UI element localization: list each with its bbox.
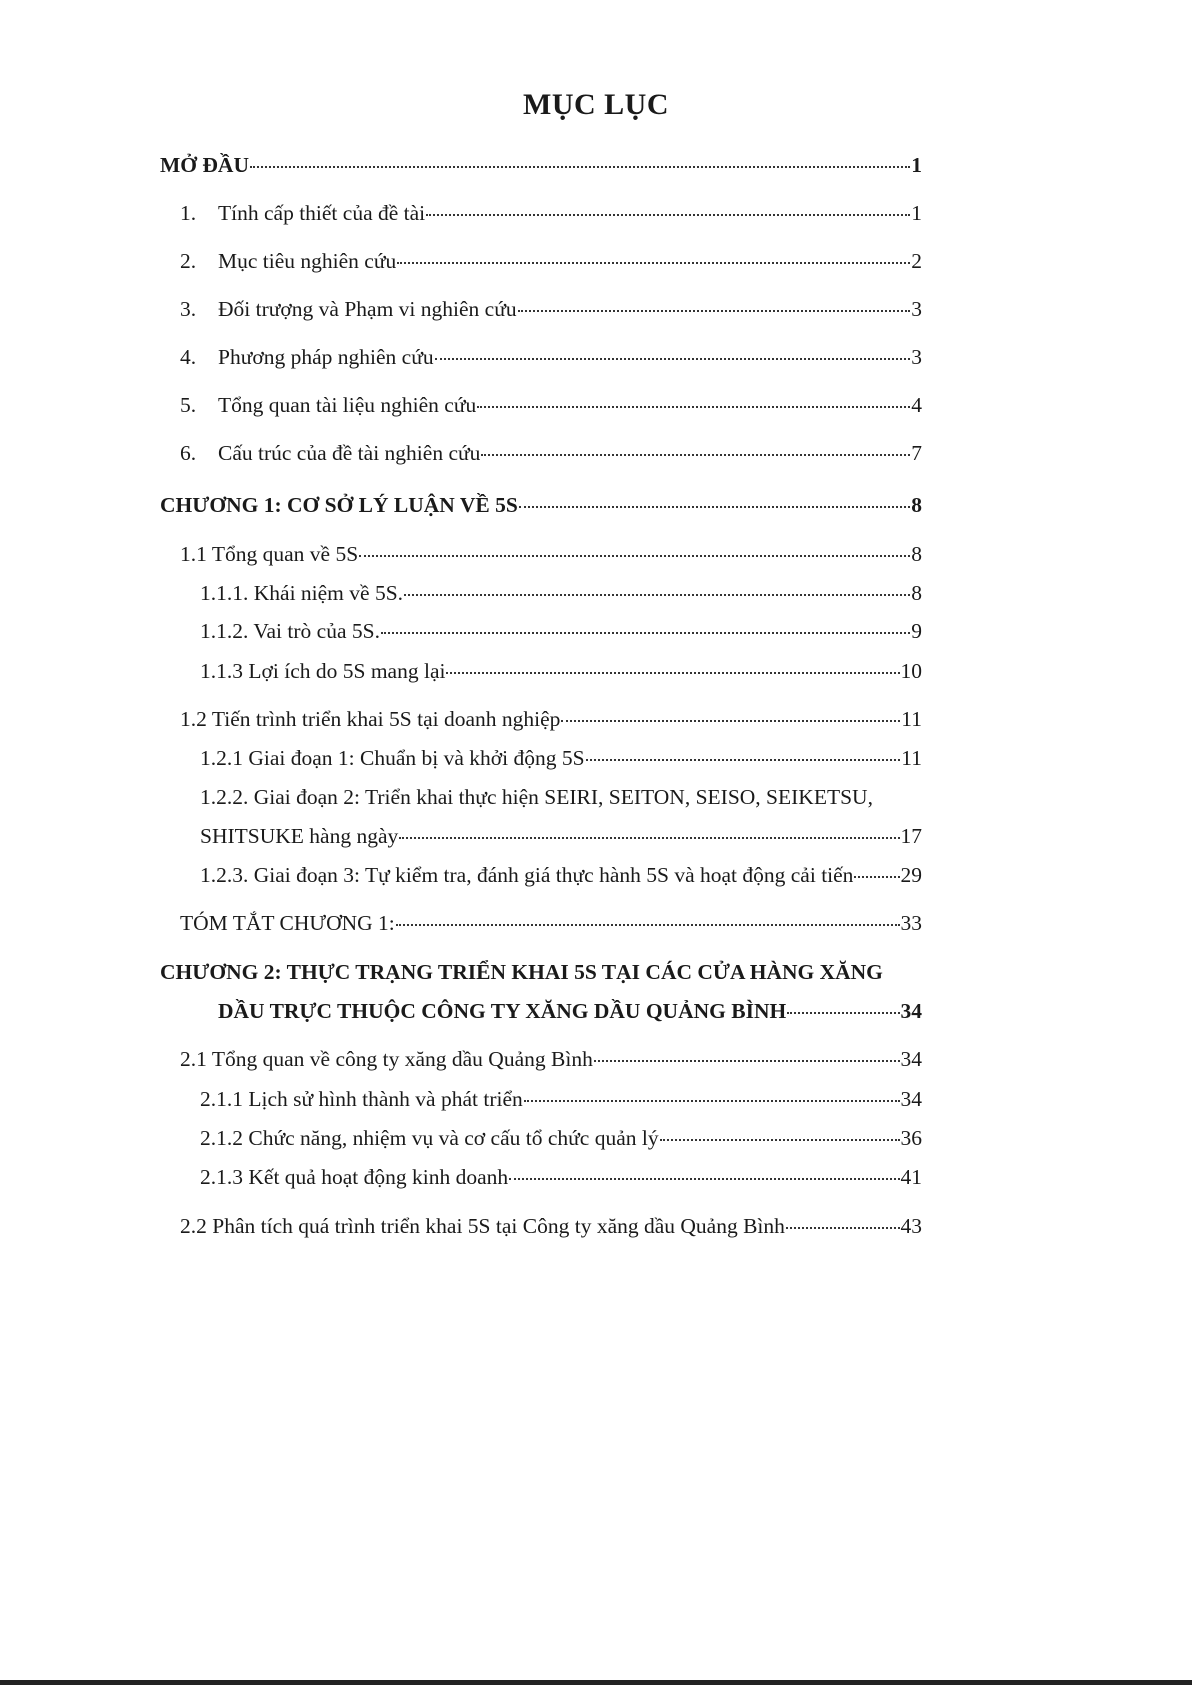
toc-leader-dots	[399, 837, 899, 839]
toc-entry-number: 3.	[180, 297, 197, 321]
toc-entry[interactable]	[180, 1047, 922, 1073]
toc-entry-continued-line[interactable]: CHƯƠNG 2: THỰC TRẠNG TRIỂN KHAI 5S TẠI CÁC CỬA HÀNG XĂNG	[160, 960, 883, 984]
toc-entry-page: 17	[900, 824, 922, 848]
toc-entry-page: 8	[911, 542, 922, 566]
toc-entry-page: 34	[900, 1047, 922, 1071]
toc-entry-page: 3	[911, 297, 922, 321]
toc-entry-page: 8	[911, 581, 922, 605]
toc-entry[interactable]	[200, 1165, 922, 1191]
toc-entry[interactable]	[180, 911, 922, 937]
toc-entry-page: 9	[911, 619, 922, 643]
toc-entry[interactable]	[180, 707, 922, 733]
toc-leader-dots	[594, 1060, 900, 1062]
toc-entry-number: 2.	[180, 249, 197, 273]
toc-entry-text: 1.1.3 Lợi ích do 5S mang lại	[200, 659, 446, 683]
toc-entry-text: 1.1.1. Khái niệm về 5S.	[200, 581, 404, 605]
toc-leader-dots	[381, 632, 910, 634]
toc-entry-page: 3	[911, 345, 922, 369]
toc-leader-dots	[518, 310, 911, 312]
toc-entry[interactable]	[200, 619, 922, 645]
toc-entry-page: 41	[900, 1165, 922, 1189]
toc-entry-page: 29	[900, 863, 922, 887]
toc-entry-text: Tổng quan tài liệu nghiên cứu	[218, 393, 477, 417]
toc-entry-page: 10	[900, 659, 922, 683]
toc-leader-dots	[397, 262, 910, 264]
toc-entry-text: 1.2 Tiến trình triển khai 5S tại doanh nghiệp	[180, 707, 561, 731]
toc-entry-text: 2.1.3 Kết quả hoạt động kinh doanh	[200, 1165, 509, 1189]
toc-entry[interactable]	[200, 824, 922, 850]
toc-entry[interactable]	[180, 1214, 922, 1240]
page-bottom-edge	[0, 1680, 1192, 1685]
toc-entry-page: 34	[900, 1087, 922, 1111]
toc-entry-text: Đối trượng và Phạm vi nghiên cứu	[218, 297, 517, 321]
toc-entry[interactable]	[180, 441, 922, 467]
toc-leader-dots	[446, 672, 899, 674]
toc-leader-dots	[426, 214, 910, 216]
toc-entry[interactable]	[180, 393, 922, 419]
toc-entry[interactable]	[200, 863, 922, 889]
toc-entry[interactable]	[160, 153, 922, 179]
toc-entry-text: DẦU TRỰC THUỘC CÔNG TY XĂNG DẦU QUẢNG BÌNH	[218, 999, 787, 1023]
toc-leader-dots	[561, 720, 900, 722]
toc-entry-page: 34	[900, 999, 922, 1023]
toc-entry[interactable]	[180, 345, 922, 371]
toc-entry-text: Tính cấp thiết của đề tài	[218, 201, 426, 225]
toc-entry-page: 2	[911, 249, 922, 273]
toc-leader-dots	[586, 759, 901, 761]
toc-leader-dots	[660, 1139, 900, 1141]
toc-leader-dots	[854, 876, 899, 878]
toc-entry-text: 1.2.3. Giai đoạn 3: Tự kiểm tra, đánh giá thực hành 5S và hoạt động cải tiến	[200, 863, 854, 887]
toc-leader-dots	[477, 406, 910, 408]
toc-entry[interactable]	[218, 999, 922, 1025]
toc-leader-dots	[524, 1100, 900, 1102]
toc-leader-dots	[787, 1012, 899, 1014]
toc-leader-dots	[509, 1178, 899, 1180]
toc-entry-text: 2.2 Phân tích quá trình triển khai 5S tại Công ty xăng dầu Quảng Bình	[180, 1214, 785, 1238]
toc-entry-page: 36	[900, 1126, 922, 1150]
toc-entry-text: Mục tiêu nghiên cứu	[218, 249, 397, 273]
toc-entry-text: 2.1 Tổng quan về công ty xăng dầu Quảng Bình	[180, 1047, 593, 1071]
toc-leader-dots	[481, 454, 910, 456]
toc-entry-page: 33	[900, 911, 922, 935]
toc-entry-page: 11	[901, 746, 922, 770]
toc-entry[interactable]	[180, 297, 922, 323]
toc-entry-text: TÓM TẮT CHƯƠNG 1:	[180, 911, 395, 935]
toc-entry-continued-line[interactable]: 1.2.2. Giai đoạn 2: Triển khai thực hiện SEIRI, SEITON, SEISO, SEIKETSU,	[200, 785, 873, 809]
toc-entry[interactable]	[200, 659, 922, 685]
toc-entry-text: 2.1.1 Lịch sử hình thành và phát triển	[200, 1087, 523, 1111]
toc-entry-page: 1	[911, 153, 922, 177]
toc-entry-page: 1	[911, 201, 922, 225]
toc-entry-page: 4	[911, 393, 922, 417]
toc-entry-number: 6.	[180, 441, 197, 465]
toc-entry-number: 1.	[180, 201, 197, 225]
toc-entry[interactable]	[200, 1126, 922, 1152]
toc-entry[interactable]	[200, 746, 922, 772]
toc-leader-dots	[396, 924, 900, 926]
toc-entry[interactable]	[200, 1087, 922, 1113]
toc-entry-text: 1.2.1 Giai đoạn 1: Chuẩn bị và khởi động 5S	[200, 746, 585, 770]
toc-entry-text: 2.1.2 Chức năng, nhiệm vụ và cơ cấu tổ chức quản lý	[200, 1126, 659, 1150]
toc-entry-text: Phương pháp nghiên cứu	[218, 345, 434, 369]
toc-entry[interactable]	[180, 542, 922, 568]
toc-leader-dots	[359, 555, 910, 557]
toc-entry-number: 5.	[180, 393, 197, 417]
toc-entry-page: 43	[900, 1214, 922, 1238]
toc-entry-text: 1.1.2. Vai trò của 5S.	[200, 619, 380, 643]
toc-entry[interactable]	[160, 493, 922, 519]
toc-entry-text: CHƯƠNG 1: CƠ SỞ LÝ LUẬN VỀ 5S	[160, 493, 518, 517]
toc-entry-text: SHITSUKE hàng ngày	[200, 824, 399, 848]
toc-leader-dots	[250, 166, 910, 168]
toc-leader-dots	[404, 594, 910, 596]
toc-entry-text: Cấu trúc của đề tài nghiên cứu	[218, 441, 481, 465]
toc-leader-dots	[786, 1227, 900, 1229]
toc-entry-page: 7	[911, 441, 922, 465]
toc-entry-page: 8	[911, 493, 922, 517]
toc-entry-text: 1.1 Tổng quan về 5S	[180, 542, 359, 566]
toc-entry[interactable]	[180, 249, 922, 275]
toc-entry-number: 4.	[180, 345, 197, 369]
toc-entry-page: 11	[901, 707, 922, 731]
toc-entry[interactable]	[180, 201, 922, 227]
toc-leader-dots	[435, 358, 911, 360]
toc-entry-text: MỞ ĐẦU	[160, 153, 249, 177]
toc-entry[interactable]	[200, 581, 922, 607]
toc-leader-dots	[519, 506, 910, 508]
page-title: MỤC LỤC	[523, 88, 669, 121]
